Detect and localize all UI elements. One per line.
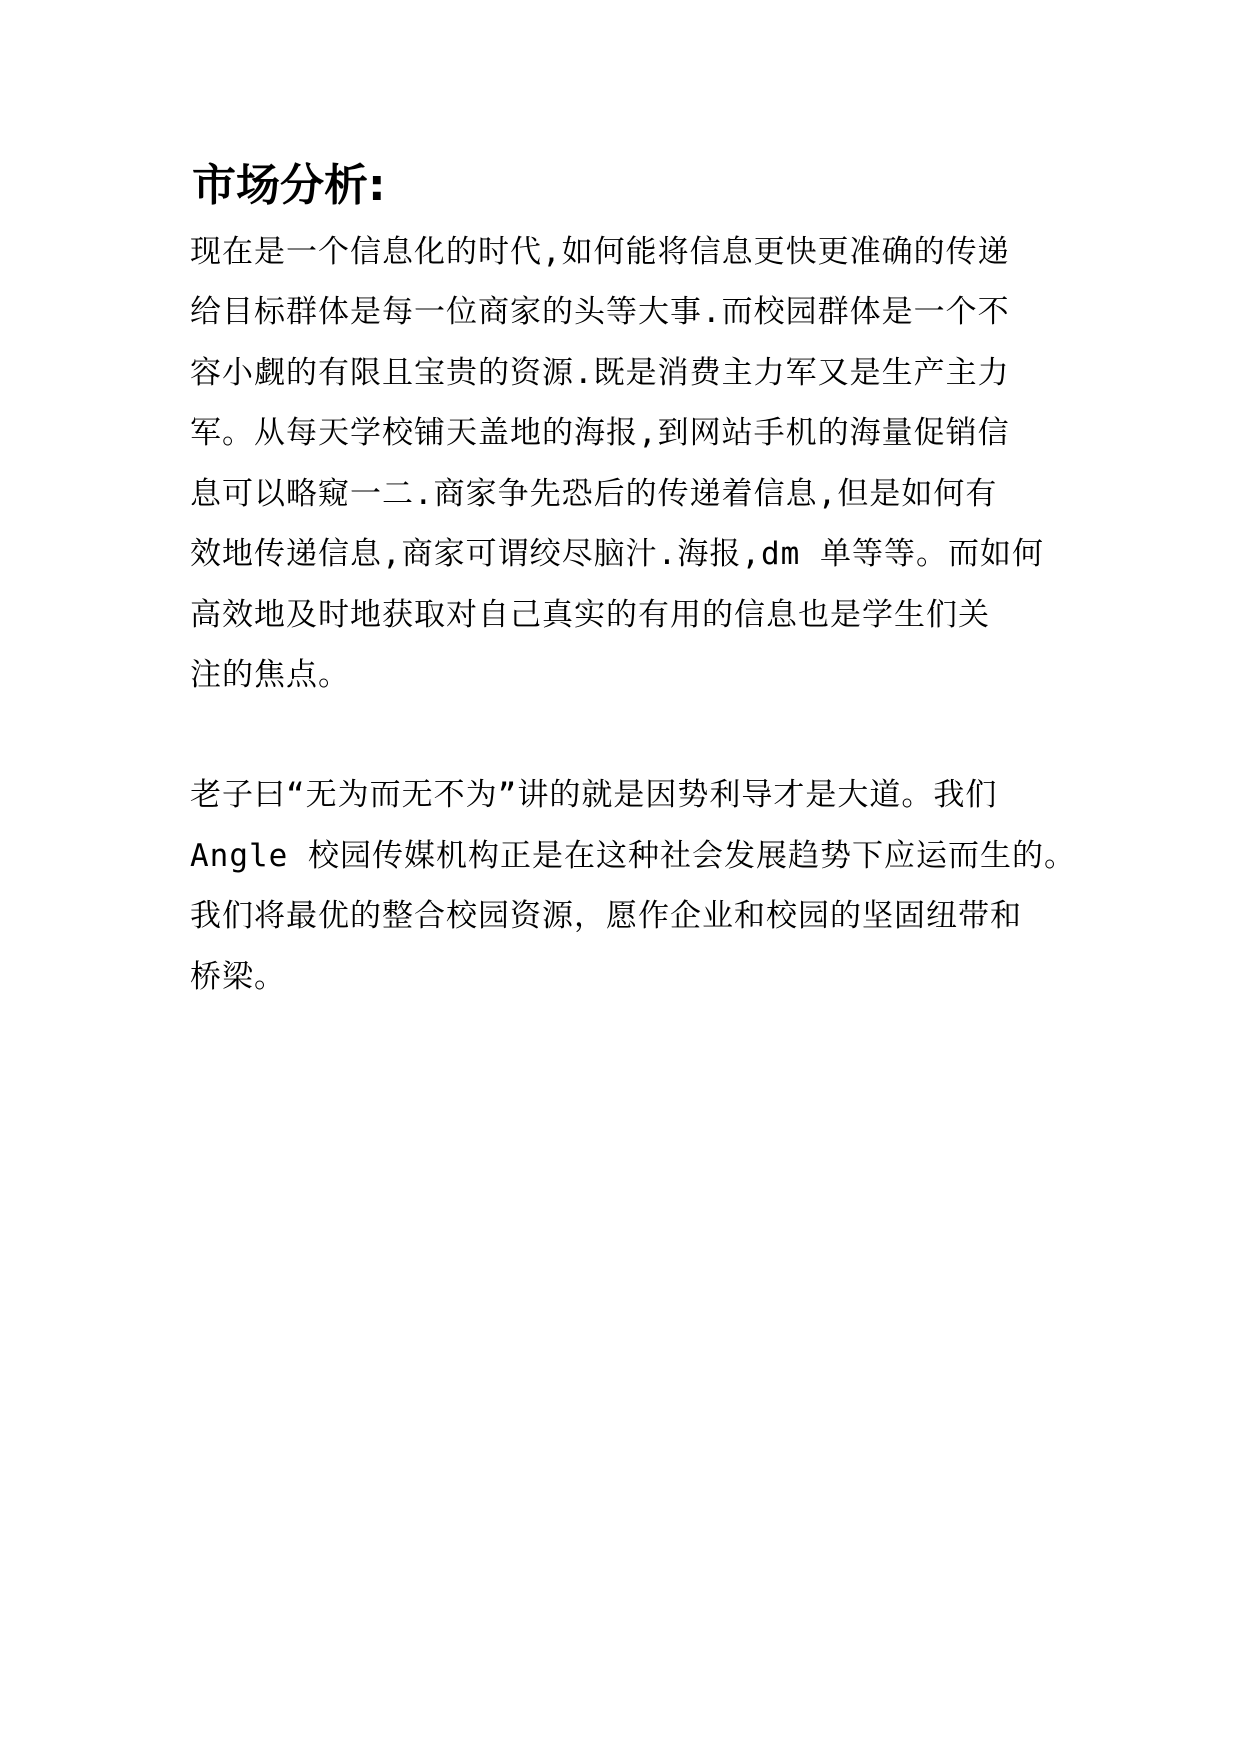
paragraph-1-line-1: 现在是一个信息化的时代,如何能将信息更快更准确的传递 [190,234,1010,270]
paragraph-1-line-3: 容小觑的有限且宝贵的资源.既是消费主力军又是生产主力 [190,355,1010,391]
paragraph-1-line-5: 息可以略窥一二.商家争先恐后的传递着信息,但是如何有 [190,476,998,512]
paragraph-1-line-7: 高效地及时地获取对自己真实的有用的信息也是学生们关 [190,597,990,633]
paragraph-1-line-6: 效地传递信息,商家可谓绞尽脑汁.海报,dm 单等等。而如何 [190,536,1044,572]
paragraph-2-line-2: Angle 校园传媒机构正是在这种社会发展趋势下应运而生的。 [190,838,1076,874]
paragraph-1-line-2: 给目标群体是每一位商家的头等大事.而校园群体是一个不 [190,294,1010,330]
paragraph-2-line-4: 桥梁。 [190,959,286,995]
paragraph-1-line-8: 注的焦点。 [190,657,350,693]
paragraph-2-line-1: 老子曰“无为而无不为”讲的就是因势利导才是大道。我们 [190,777,998,813]
paragraph-2-line-3: 我们将最优的整合校园资源，愿作企业和校园的坚固纽带和 [190,898,1022,934]
section-heading: 市场分析: [192,160,386,211]
paragraph-1-line-4: 军。从每天学校铺天盖地的海报,到网站手机的海量促销信 [190,415,1010,451]
